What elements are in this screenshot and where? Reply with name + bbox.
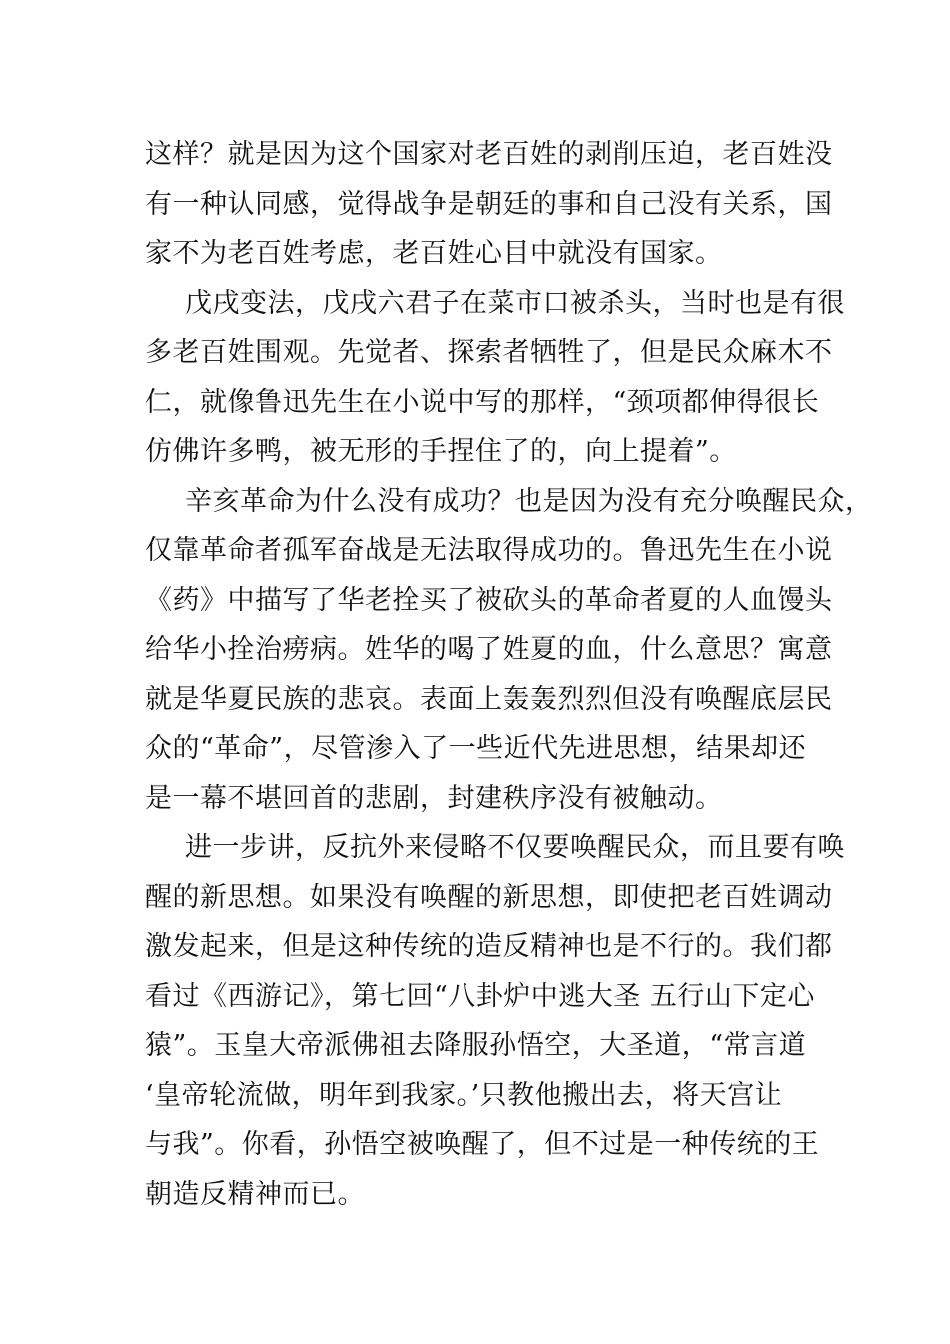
paragraph-line: 有一种认同感，觉得战争是朝廷的事和自己没有关系，国 bbox=[145, 188, 833, 220]
paragraph-line: 给华小拴治痨病。姓华的喝了姓夏的血，什么意思？寓意 bbox=[145, 634, 833, 665]
paragraph-3 bbox=[145, 477, 873, 824]
paragraph-line: 这样？就是因为这个国家对老百姓的剥削压迫，老百姓没 bbox=[145, 139, 833, 170]
paragraph-line: 是一幕不堪回首的悲剧，封建秩序没有被触动。 bbox=[145, 782, 723, 814]
paragraph-line: 激发起来，但是这种传统的造反精神也是不行的。我们都 bbox=[145, 931, 833, 962]
paragraph-line: 辛亥革命为什么没有成功？也是因为没有充分唤醒民众， bbox=[185, 485, 873, 517]
paragraph-line: 仁，就像鲁迅先生在小说中写的那样，“颈项都伸得很长 bbox=[145, 386, 820, 418]
body-text bbox=[145, 130, 873, 1219]
paragraph-line: 就是华夏民族的悲哀。表面上轰轰烈烈但没有唤醒底层民 bbox=[145, 683, 833, 715]
paragraph-line: ‘皇帝轮流做，明年到我家。’只教他搬出去，将天宫让 bbox=[145, 1079, 783, 1111]
paragraph-4 bbox=[145, 823, 845, 1219]
paragraph-line: 《药》中描写了华老拴买了被砍头的革命者夏的人血馒头 bbox=[145, 584, 833, 616]
paragraph-line: 家不为老百姓考虑，老百姓心目中就没有国家。 bbox=[145, 238, 723, 269]
paragraph-line: 与我”。你看，孙悟空被唤醒了，但不过是一种传统的王 bbox=[145, 1129, 820, 1160]
paragraph-line: 看过《西游记》，第七回“八卦炉中逃大圣 五行山下定心 bbox=[145, 980, 815, 1012]
paragraph-line: 仅靠革命者孤军奋战是无法取得成功的。鲁迅先生在小说 bbox=[145, 535, 833, 566]
paragraph-line: 猿”。玉皇大帝派佛祖去降服孙悟空，大圣道，“常言道 bbox=[145, 1030, 807, 1061]
paragraph-line: 进一步讲，反抗外来侵略不仅要唤醒民众，而且要有唤 bbox=[185, 832, 845, 863]
paragraph-line: 戊戌变法，戊戌六君子在菜市口被杀头，当时也是有很 bbox=[185, 287, 845, 319]
paragraph-line: 多老百姓围观。先觉者、探索者牺牲了，但是民众麻木不 bbox=[145, 337, 833, 368]
paragraph-1 bbox=[145, 130, 833, 279]
paragraph-line: 醒的新思想。如果没有唤醒的新思想，即使把老百姓调动 bbox=[145, 881, 833, 913]
paragraph-line: 朝造反精神而已。 bbox=[145, 1178, 365, 1210]
paragraph-line: 仿佛许多鸭，被无形的手捏住了的，向上提着”。 bbox=[145, 436, 737, 467]
paragraph-2 bbox=[145, 279, 845, 477]
paragraph-line: 众的“革命”，尽管渗入了一些近代先进思想，结果却还 bbox=[145, 733, 807, 764]
